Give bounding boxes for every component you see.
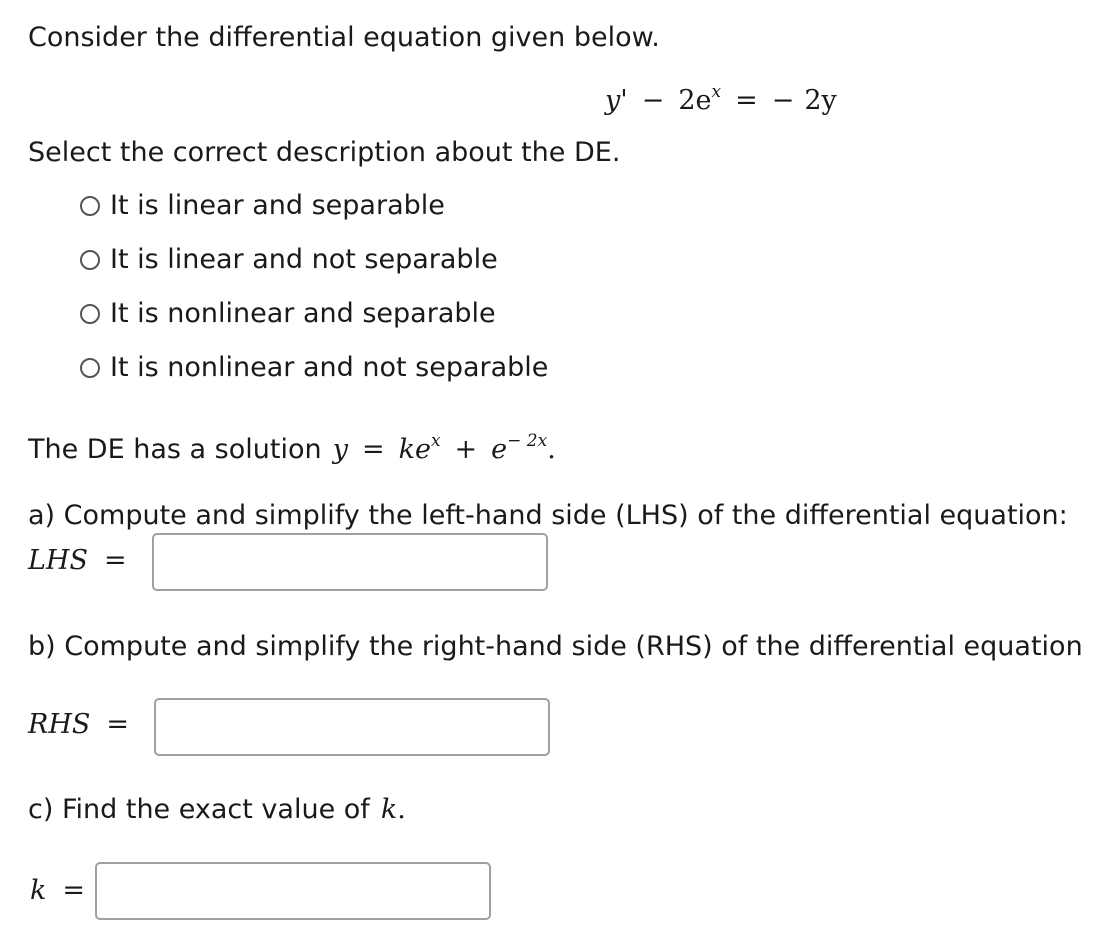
rhs-equals: = [106,709,129,740]
option-label: It is nonlinear and not separable [110,352,549,383]
rhs-label-text: RHS [28,709,91,740]
solution-statement [28,431,556,466]
eq-minus: − [641,85,665,116]
option-label: It is linear and separable [110,190,445,221]
part-b-text: b) Compute and simplify the right-hand side (RHS) of the differential equation [28,631,1083,662]
radio-button[interactable] [80,196,100,216]
rhs-answer-input[interactable] [154,698,550,756]
option-nonlinear-separable[interactable] [80,298,548,330]
eq-equals: = [735,85,758,116]
part-c-statement [28,794,406,826]
solution-exp2: − 2x [507,431,548,451]
part-c-var: k [380,794,398,825]
solution-exp1: x [430,431,441,451]
eq-term: 2e [678,85,712,116]
k-equals: = [62,875,85,906]
option-label: It is linear and not separable [110,244,498,275]
option-linear-not-separable[interactable] [80,244,548,276]
k-answer-input[interactable] [95,862,491,920]
radio-button[interactable] [80,358,100,378]
option-label: It is nonlinear and separable [110,298,496,329]
k-label [30,875,85,907]
eq-exponent: x [711,82,722,102]
lhs-equals: = [103,545,127,576]
eq-prime: ' [620,85,628,116]
intro-text: Consider the differential equation given below. [28,22,660,53]
radio-button[interactable] [80,250,100,270]
k-label-text: k [30,875,47,906]
eq-rhs: 2y [804,85,837,116]
solution-plus: + [454,434,478,465]
option-linear-separable[interactable] [80,190,548,222]
lhs-label-text: LHS [28,545,88,576]
solution-text: The DE has a solution [28,434,322,465]
rhs-label [28,709,129,741]
solution-y: y [332,434,348,465]
solution-equals: = [361,434,385,465]
description-options [80,190,548,384]
solution-k: k [398,434,415,465]
solution-period: . [547,434,556,465]
solution-e2: e [491,434,508,465]
lhs-answer-input[interactable] [152,533,548,591]
differential-equation [605,82,837,117]
lhs-label [28,545,127,577]
part-a-text: a) Compute and simplify the left-hand side (LHS) of the differential equation: [28,500,1068,531]
eq-y: y [605,85,621,116]
part-c-text: c) Find the exact value of [28,794,370,825]
solution-e1: e [414,434,431,465]
part-c-period: . [397,794,406,825]
select-prompt: Select the correct description about the DE. [28,137,621,168]
option-nonlinear-not-separable[interactable] [80,352,548,384]
radio-button[interactable] [80,304,100,324]
eq-rhs-minus: − [771,85,795,116]
